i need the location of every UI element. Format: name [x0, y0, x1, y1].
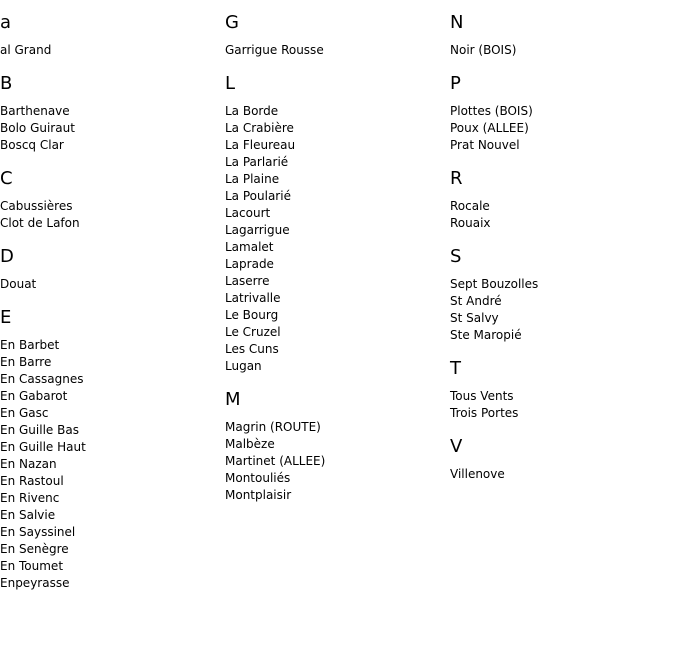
- street-index-column-1: [0, 12, 220, 606]
- street-link[interactable]: Barthenave: [0, 104, 70, 118]
- street-list: [0, 276, 220, 293]
- street-link[interactable]: St André: [450, 294, 502, 308]
- letter-group: [0, 168, 220, 232]
- street-link[interactable]: La Borde: [225, 104, 279, 118]
- street-link[interactable]: En Gabarot: [0, 389, 68, 403]
- street-list: [450, 388, 670, 422]
- letter-heading: a: [0, 12, 12, 33]
- street-list: [225, 103, 445, 375]
- letter-group: [0, 12, 220, 59]
- street-list: [450, 103, 670, 154]
- street-link[interactable]: Trois Portes: [450, 406, 519, 420]
- street-link[interactable]: En Sayssinel: [0, 525, 76, 539]
- street-link[interactable]: En Guille Bas: [0, 423, 79, 437]
- street-link[interactable]: Les Cuns: [225, 342, 279, 356]
- letter-heading: B: [0, 73, 13, 94]
- street-list: [225, 42, 445, 59]
- street-link[interactable]: La Fleureau: [225, 138, 296, 152]
- street-link[interactable]: Bolo Guiraut: [0, 121, 75, 135]
- street-link[interactable]: Tous Vents: [450, 389, 514, 403]
- letter-group: [0, 307, 220, 592]
- street-list: [450, 276, 670, 344]
- street-link[interactable]: En Rastoul: [0, 474, 64, 488]
- street-link[interactable]: Cabussières: [0, 199, 73, 213]
- street-list: [0, 42, 220, 59]
- letter-group: [450, 168, 670, 232]
- letter-heading: N: [450, 12, 464, 33]
- street-link[interactable]: Montplaisir: [225, 488, 292, 502]
- street-link[interactable]: Lacourt: [225, 206, 271, 220]
- street-link[interactable]: En Rivenc: [0, 491, 60, 505]
- letter-heading: S: [450, 246, 462, 267]
- street-link[interactable]: La Parlarié: [225, 155, 289, 169]
- letter-heading: C: [0, 168, 13, 189]
- letter-group: [225, 12, 445, 59]
- letter-heading: D: [0, 246, 14, 267]
- street-link[interactable]: Villenove: [450, 467, 505, 481]
- street-link[interactable]: Lugan: [225, 359, 262, 373]
- street-link[interactable]: Rocale: [450, 199, 490, 213]
- street-link[interactable]: Le Cruzel: [225, 325, 281, 339]
- street-link[interactable]: Lagarrigue: [225, 223, 290, 237]
- letter-group: [450, 12, 670, 59]
- street-link[interactable]: En Barbet: [0, 338, 60, 352]
- street-link[interactable]: Le Bourg: [225, 308, 279, 322]
- street-link[interactable]: La Crabière: [225, 121, 294, 135]
- street-link[interactable]: Sept Bouzolles: [450, 277, 539, 291]
- street-link[interactable]: al Grand: [0, 43, 52, 57]
- letter-group: [225, 389, 445, 504]
- street-list: [450, 198, 670, 232]
- letter-heading: M: [225, 389, 241, 410]
- street-index-column-3: [450, 12, 670, 497]
- street-link[interactable]: Malbèze: [225, 437, 275, 451]
- letter-heading: L: [225, 73, 236, 94]
- street-link[interactable]: La Plaine: [225, 172, 280, 186]
- street-list: [0, 337, 220, 592]
- street-link[interactable]: Garrigue Rousse: [225, 43, 324, 57]
- street-list: [0, 198, 220, 232]
- street-link[interactable]: En Salvie: [0, 508, 56, 522]
- letter-heading: V: [450, 436, 463, 457]
- street-link[interactable]: En Senègre: [0, 542, 69, 556]
- street-link[interactable]: Rouaix: [450, 216, 491, 230]
- street-link[interactable]: Latrivalle: [225, 291, 281, 305]
- street-link[interactable]: En Barre: [0, 355, 52, 369]
- letter-group: [0, 73, 220, 154]
- street-link[interactable]: Magrin (ROUTE): [225, 420, 321, 434]
- street-list: [225, 419, 445, 504]
- street-link[interactable]: Poux (ALLEE): [450, 121, 529, 135]
- letter-heading: R: [450, 168, 463, 189]
- street-list: [0, 103, 220, 154]
- street-link[interactable]: En Nazan: [0, 457, 57, 471]
- street-index-column-2: [225, 12, 445, 518]
- street-list: [450, 42, 670, 59]
- letter-group: [225, 73, 445, 375]
- letter-group: [450, 436, 670, 483]
- street-link[interactable]: Lamalet: [225, 240, 274, 254]
- letter-heading: G: [225, 12, 239, 33]
- street-link[interactable]: Martinet (ALLEE): [225, 454, 326, 468]
- street-list: [450, 466, 670, 483]
- letter-heading: E: [0, 307, 12, 328]
- street-link[interactable]: En Gasc: [0, 406, 49, 420]
- letter-group: [450, 358, 670, 422]
- street-link[interactable]: Ste Maropié: [450, 328, 522, 342]
- street-link[interactable]: Enpeyrasse: [0, 576, 70, 590]
- letter-group: [450, 73, 670, 154]
- street-link[interactable]: Clot de Lafon: [0, 216, 80, 230]
- letter-group: [0, 246, 220, 293]
- street-link[interactable]: Plottes (BOIS): [450, 104, 533, 118]
- street-link[interactable]: Noir (BOIS): [450, 43, 517, 57]
- street-link[interactable]: En Guille Haut: [0, 440, 86, 454]
- letter-heading: P: [450, 73, 461, 94]
- street-link[interactable]: Laserre: [225, 274, 270, 288]
- street-link[interactable]: Douat: [0, 277, 37, 291]
- letter-group: [450, 246, 670, 344]
- street-link[interactable]: Laprade: [225, 257, 274, 271]
- street-link[interactable]: Montouliés: [225, 471, 291, 485]
- street-link[interactable]: Boscq Clar: [0, 138, 64, 152]
- street-link[interactable]: St Salvy: [450, 311, 499, 325]
- street-link[interactable]: En Toumet: [0, 559, 64, 573]
- street-link[interactable]: En Cassagnes: [0, 372, 84, 386]
- street-link[interactable]: La Poularié: [225, 189, 291, 203]
- street-link[interactable]: Prat Nouvel: [450, 138, 520, 152]
- letter-heading: T: [450, 358, 461, 379]
